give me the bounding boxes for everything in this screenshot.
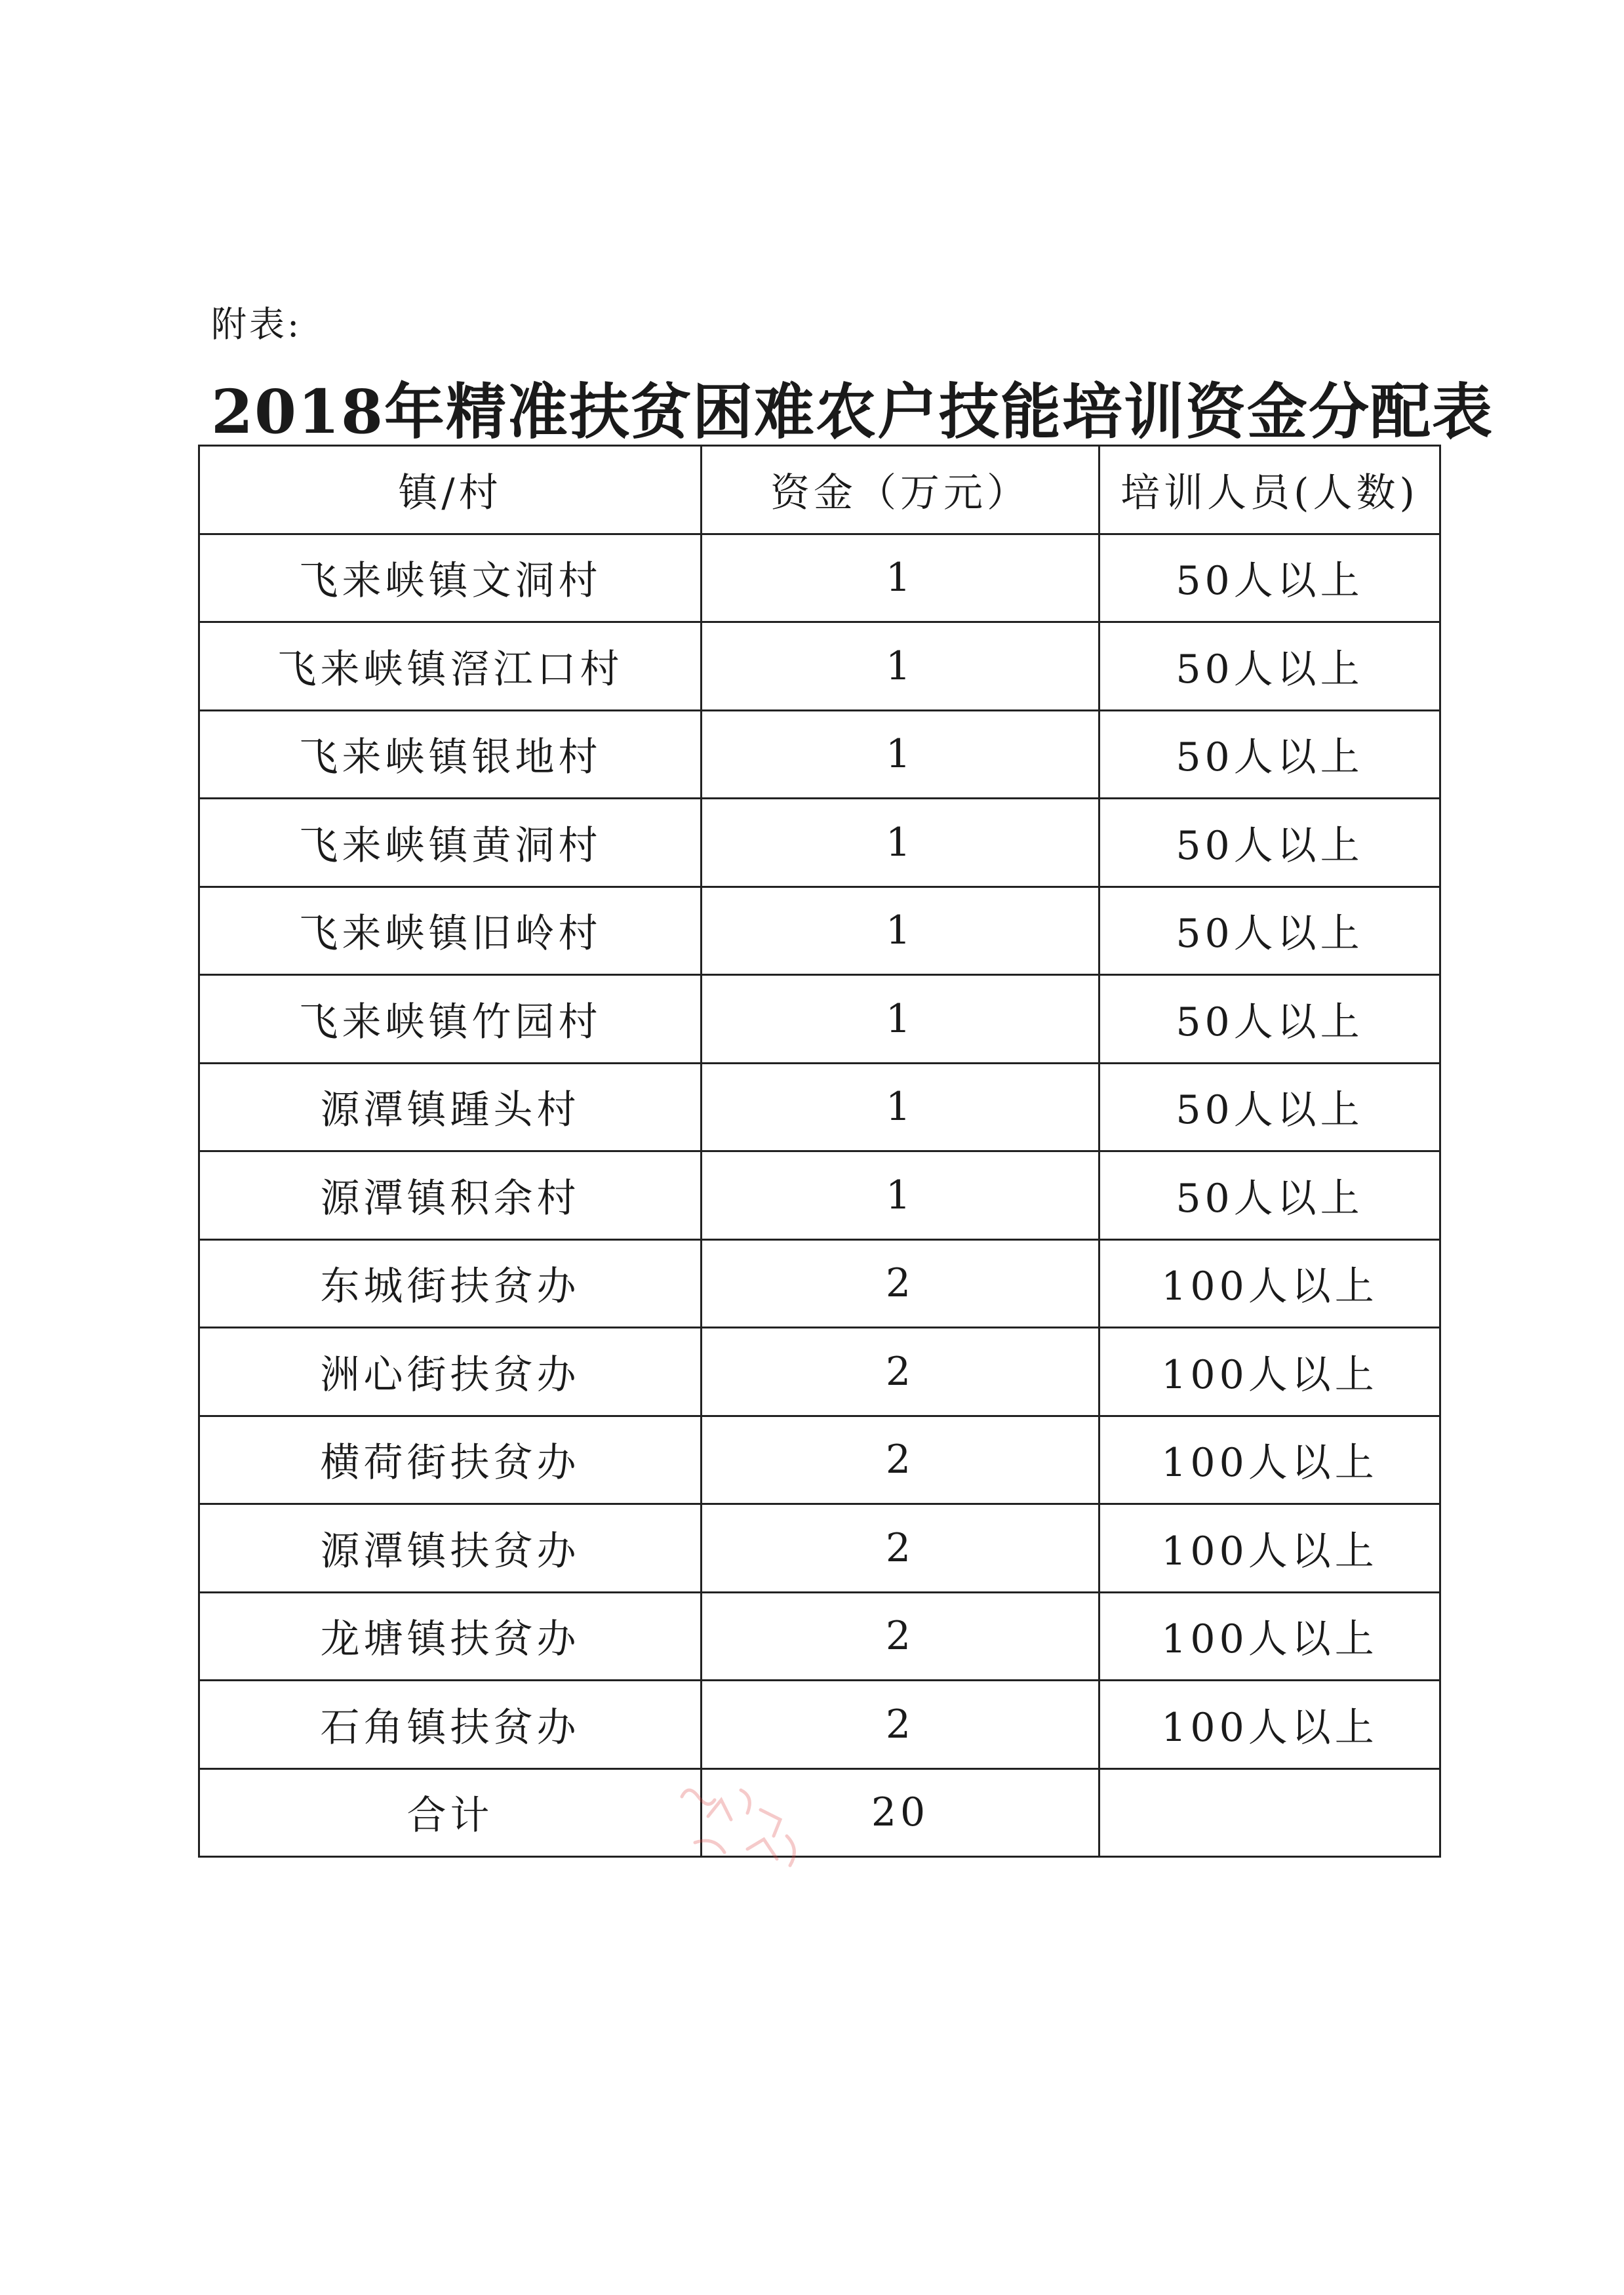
total-funds: 20 (702, 1768, 1099, 1857)
cell-funds: 1 (702, 622, 1099, 711)
cell-funds: 2 (702, 1592, 1099, 1681)
table-header-row (199, 446, 1440, 534)
page-title: 2018年精准扶贫困难农户技能培训资金分配表 (211, 376, 1494, 447)
table-row (199, 710, 1440, 799)
table-row (199, 975, 1440, 1064)
cell-funds: 2 (702, 1681, 1099, 1769)
table-row (199, 887, 1440, 975)
cell-trainees: 100人以上 (1099, 1239, 1440, 1328)
header-funds: 资金（万元） (702, 446, 1099, 534)
table-row (199, 1416, 1440, 1504)
cell-funds: 1 (702, 1063, 1099, 1151)
header-town-village: 镇/村 (199, 446, 702, 534)
cell-trainees: 50人以上 (1099, 975, 1440, 1064)
table-row (199, 1504, 1440, 1593)
cell-funds: 2 (702, 1416, 1099, 1504)
total-row (199, 1768, 1440, 1857)
table-row (199, 799, 1440, 887)
cell-trainees: 50人以上 (1099, 1151, 1440, 1240)
cell-funds: 2 (702, 1328, 1099, 1416)
table-row (199, 1328, 1440, 1416)
cell-town-village: 飞来峡镇黄洞村 (199, 799, 702, 887)
cell-town-village: 源潭镇踵头村 (199, 1063, 702, 1151)
cell-funds: 1 (702, 710, 1099, 799)
cell-trainees: 50人以上 (1099, 710, 1440, 799)
cell-funds: 2 (702, 1504, 1099, 1593)
allocation-table (198, 445, 1441, 1858)
table-row (199, 1063, 1440, 1151)
cell-funds: 1 (702, 534, 1099, 622)
faint-seal-stamp (669, 1770, 820, 1882)
total-label: 合计 (199, 1768, 702, 1857)
cell-funds: 1 (702, 799, 1099, 887)
cell-town-village: 飞来峡镇文洞村 (199, 534, 702, 622)
appendix-label: 附表: (211, 304, 302, 345)
cell-town-village: 东城街扶贫办 (199, 1239, 702, 1328)
cell-trainees: 50人以上 (1099, 799, 1440, 887)
table-row (199, 1239, 1440, 1328)
cell-town-village: 龙塘镇扶贫办 (199, 1592, 702, 1681)
cell-funds: 1 (702, 1151, 1099, 1240)
cell-town-village: 飞来峡镇旧岭村 (199, 887, 702, 975)
cell-trainees: 50人以上 (1099, 1063, 1440, 1151)
total-trainees (1099, 1768, 1440, 1857)
cell-funds: 1 (702, 887, 1099, 975)
table-row (199, 1151, 1440, 1240)
cell-trainees: 100人以上 (1099, 1328, 1440, 1416)
cell-trainees: 100人以上 (1099, 1681, 1440, 1769)
cell-town-village: 源潭镇扶贫办 (199, 1504, 702, 1593)
table-row (199, 1592, 1440, 1681)
cell-funds: 2 (702, 1239, 1099, 1328)
cell-trainees: 50人以上 (1099, 534, 1440, 622)
cell-town-village: 石角镇扶贫办 (199, 1681, 702, 1769)
cell-trainees: 100人以上 (1099, 1592, 1440, 1681)
table-row (199, 534, 1440, 622)
cell-town-village: 洲心街扶贫办 (199, 1328, 702, 1416)
cell-trainees: 50人以上 (1099, 622, 1440, 711)
header-trainees: 培训人员(人数) (1099, 446, 1440, 534)
table-row (199, 1681, 1440, 1769)
table-row (199, 622, 1440, 711)
cell-town-village: 飞来峡镇滘江口村 (199, 622, 702, 711)
cell-town-village: 飞来峡镇银地村 (199, 710, 702, 799)
cell-trainees: 50人以上 (1099, 887, 1440, 975)
cell-town-village: 飞来峡镇竹园村 (199, 975, 702, 1064)
cell-trainees: 100人以上 (1099, 1416, 1440, 1504)
cell-town-village: 源潭镇积余村 (199, 1151, 702, 1240)
cell-town-village: 横荷街扶贫办 (199, 1416, 702, 1504)
cell-funds: 1 (702, 975, 1099, 1064)
cell-trainees: 100人以上 (1099, 1504, 1440, 1593)
